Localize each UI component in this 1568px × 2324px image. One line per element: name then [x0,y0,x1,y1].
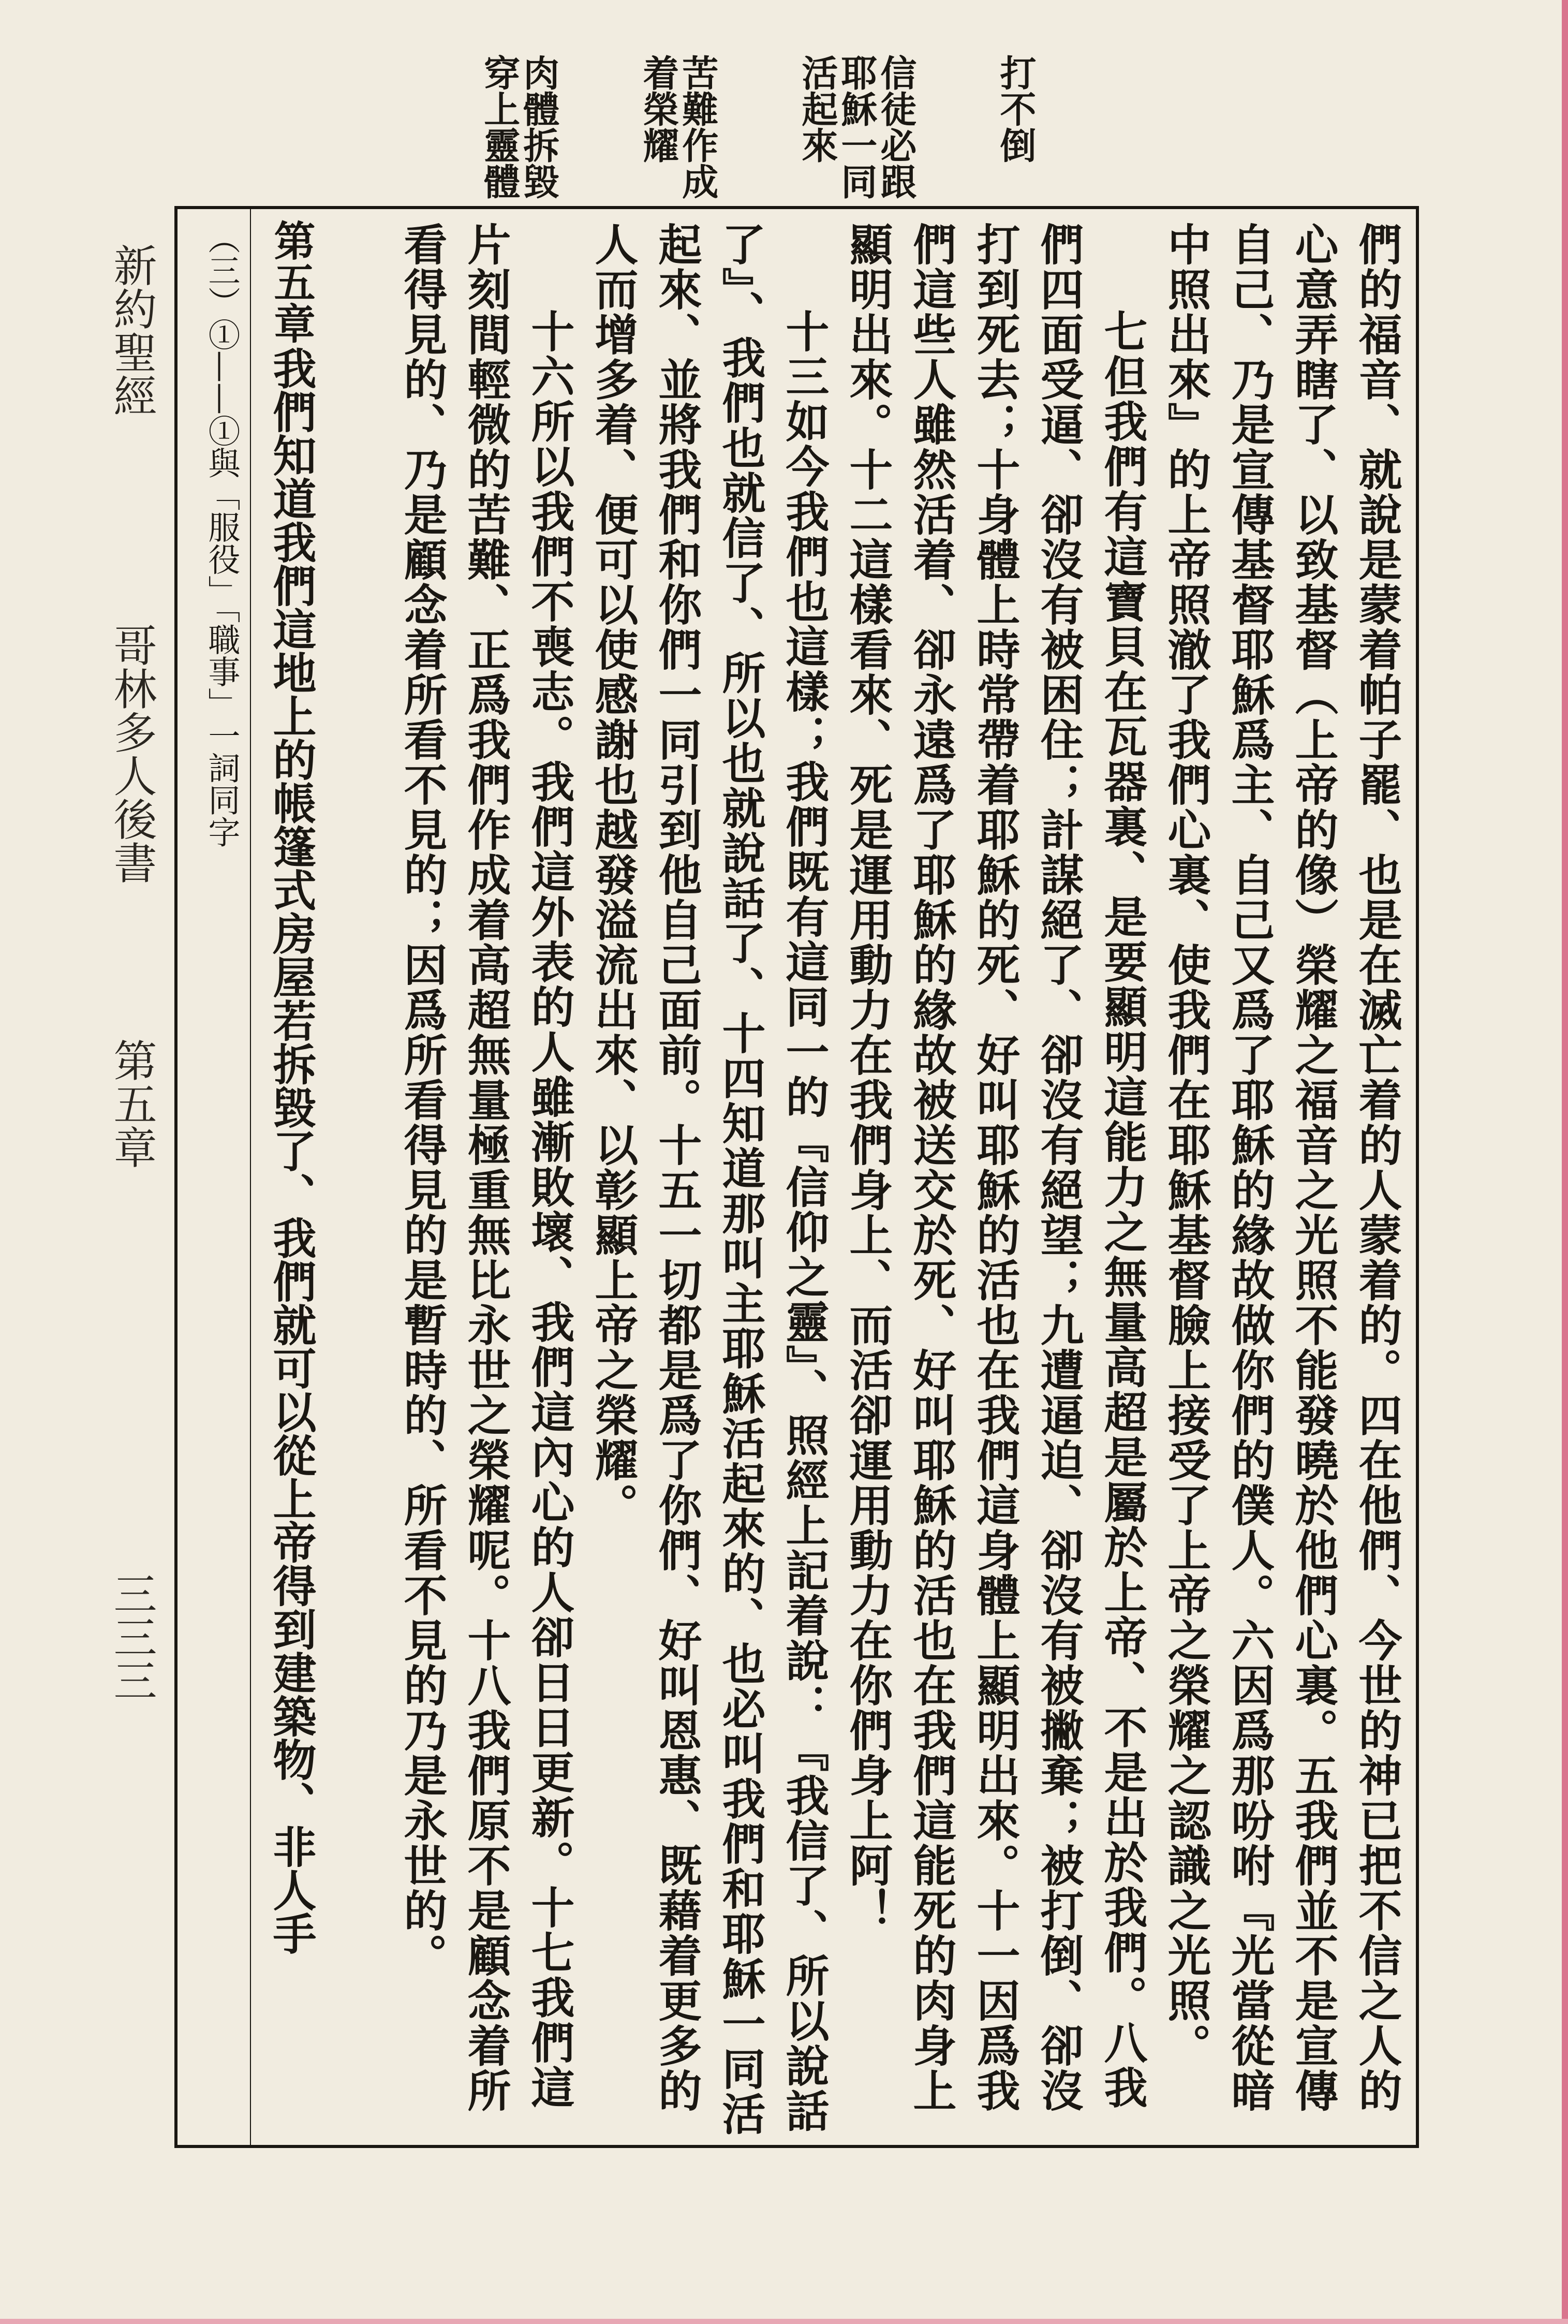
chapter-text: 我們知道我們這地上的帳篷式房屋若拆毀了、我們就可以從上帝得到建築物、非人手 [266,346,317,1955]
chapter-block [255,219,320,2135]
paragraph: 們的福音、就說是蒙着帕子罷、也是在滅亡着的人蒙着的。四在他們、今世的神已把不信之人的心意弄瞎了、以致基督（上帝的像）榮耀之福音之光照不能發曉於他們心裏。五我們並不是宣傳自己、乃是宣傳基督耶穌爲主、自己又爲了耶穌的緣故做你們的僕人。六因爲那吩咐『光當從暗中照出來』的上帝照澈了我們心裏、使我們在耶穌基督臉上接受了上帝之榮耀之認識之光照。 [1161,222,1403,2113]
book-name: 哥林多人後書 [107,623,157,884]
margin-heading: 打不倒 [994,54,1037,163]
text-frame [174,206,1419,2148]
footnote: （三）①——①與「服役」「職事」一詞同字 [203,222,241,848]
running-header [85,243,158,2107]
page-bottom-edge [0,2319,1568,2324]
page-number: 三三三 [107,1571,157,1702]
book-title: 新約聖經 [107,243,157,417]
chapter-label: 第五章 [107,1038,157,1169]
page-edge [1562,0,1568,2324]
margin-heading: 信徒必跟耶穌一同活起來 [795,54,918,199]
margin-heading: 肉體拆毀穿上靈體 [478,54,560,199]
paragraph: 十三如今我們也這樣；我們既有這同一的『信仰之靈』、照經上記着說：『我信了、所以說話了』、我們也就信了、所以也就說話了、十四知道那叫主耶穌活起來的、也必叫我們和耶穌一同活起來、並將我們和你們一同引到他自己面前。十五一切都是爲了你們、好叫恩惠、既藉着更多的人而增多着、便可以使感謝也越發溢流出來、以彰顯上帝之榮耀。 [588,222,830,2137]
margin-heading: 苦難作成着榮耀 [637,54,719,199]
chapter-title: 第五章 [267,219,316,344]
body-text [333,222,1409,2137]
margin-headings [207,54,1035,199]
paragraph: 七但我們有這寶貝在瓦器裏、是要顯明這能力之無量高超是屬於上帝、不是出於我們。八我們四面受逼、卻沒有被困住；計謀絕了、卻沒有絕望；九遭逼迫、卻沒有被撇棄；被打倒、卻沒打到死去；十身體上時常帶着耶穌的死、好叫耶穌的活也在我們這身體上顯明出來。十一因爲我們這些人雖然活着、卻永遠爲了耶穌的緣故被送交於死、好叫耶穌的活也在我們這能死的肉身上顯明出來。十二這樣看來、死是運用動力在我們身上、而活卻運用動力在你們身上阿！ [842,222,1148,2113]
paragraph: 十六所以我們不喪志。我們這外表的人雖漸敗壞、我們這內心的人卻日日更新。十七我們這片刻間輕微的苦難、正爲我們作成着高超無量極重無比永世之榮耀呢。十八我們原不是顧念着所看得見的、乃是顧念着所看不見的；因爲所看得見的是暫時的、所看不見的乃是永世的。 [397,222,575,2113]
